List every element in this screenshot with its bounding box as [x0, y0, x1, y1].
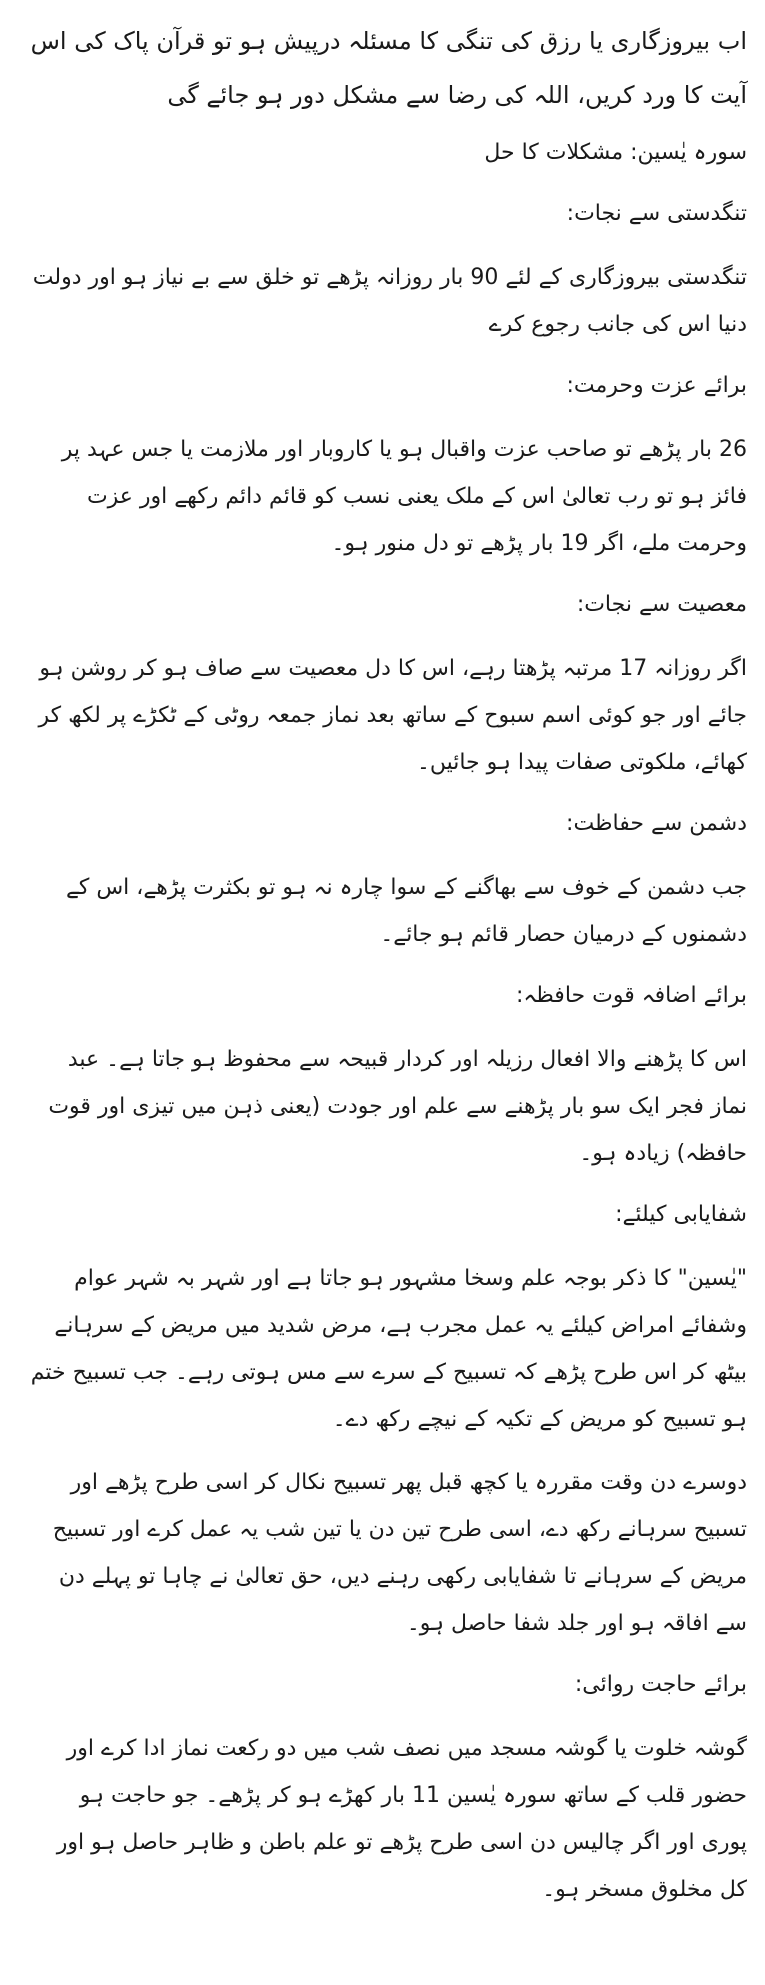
section-body-needs: گوشہ خلوت یا گوشہ مسجد میں نصف شب میں دو رکعت نماز ادا کرے اور حضور قلب کے ساتھ سورہ یٰسین 11 بار کھڑے ہو کر پڑھے۔ جو حاجت ہو پوری اور اگر چالیس دن اسی طرح پڑھے تو علم باطن و ظاہر حاصل ہو اور کل مخلوق مسخر ہو۔	[56, 1736, 747, 1902]
section-heading-sin: معصیت سے نجات:	[576, 592, 747, 617]
article-title: سورہ یٰسین: مشکلات کا حل	[484, 140, 747, 165]
section-body-honor: 26 بار پڑھے تو صاحب عزت واقبال ہو یا کاروبار اور ملازمت یا جس عہد پر فائز ہو تو رب تعالیٰ اس کے ملک یعنی نسب کو قائم دائم رکھے اور عزت وحرمت ملے، اگر 19 بار پڑھے تو دل منور ہو۔	[61, 437, 747, 556]
section-heading-honor: برائے عزت وحرمت:	[566, 373, 747, 398]
section-heading-enemy: دشمن سے حفاظت:	[566, 811, 747, 836]
section-body-healing-2: دوسرے دن وقت مقررہ یا کچھ قبل پھر تسبیح نکال کر اسی طرح پڑھے اور تسبیح سرہانے رکھ دے، اسی طرح تین دن یا تین شب یہ عمل کرے اور تسبیح مریض کے سرہانے تا شفایابی رکھی رہنے دیں، حق تعالیٰ نے چاہا تو پہلے دن سے افاقہ ہو اور جلد شفا حاصل ہو۔	[52, 1470, 747, 1636]
section-body-enemy: جب دشمن کے خوف سے بھاگنے کے سوا چارہ نہ ہو تو بکثرت پڑھے، اس کے دشمنوں کے درمیان حصار قائم ہو جائے۔	[65, 875, 747, 947]
article-intro: اب بیروزگاری یا رزق کی تنگی کا مسئلہ درپیش ہو تو قرآن پاک کی اس آیت کا ورد کریں، اللہ کی رضا سے مشکل دور ہو جائے گی	[30, 27, 747, 109]
section-heading-poverty: تنگدستی سے نجات:	[566, 201, 747, 226]
section-body-healing-1: "یٰسین" کا ذکر بوجہ علم وسخا مشہور ہو جاتا ہے اور شہر بہ شہر عوام وشفائے امراض کیلئے یہ عمل مجرب ہے، مرض شدید میں مریض کے سرہانے بیٹھ کر اس طرح پڑھے کہ تسبیح کے سرے سے مس ہوتی رہے۔ جب تسبیح ختم ہو تسبیح کو مریض کے تکیہ کے نیچے رکھ دے۔	[30, 1266, 747, 1432]
section-body-sin: اگر روزانہ 17 مرتبہ پڑھتا رہے، اس کا دل معصیت سے صاف ہو کر روشن ہو جائے اور جو کوئی اسم سبوح کے ساتھ بعد نماز جمعہ روٹی کے ٹکڑے پر لکھ کر کھائے، ملکوتی صفات پیدا ہو جائیں۔	[38, 656, 747, 775]
section-body-poverty: تنگدستی بیروزگاری کے لئے 90 بار روزانہ پڑھے تو خلق سے بے نیاز ہو اور دولت دنیا اس کی جانب رجوع کرے	[32, 265, 747, 337]
section-heading-healing: شفایابی کیلئے:	[615, 1202, 747, 1227]
section-heading-needs: برائے حاجت روائی:	[574, 1672, 747, 1697]
section-heading-memory: برائے اضافہ قوت حافظہ:	[515, 983, 747, 1008]
section-body-memory: اس کا پڑھنے والا افعال رزیلہ اور کردار قبیحہ سے محفوظ ہو جاتا ہے۔ عبد نماز فجر ایک سو بار پڑھنے سے علم اور جودت (یعنی ذہن میں تیزی اور قوت حافظہ) زیادہ ہو۔	[48, 1047, 747, 1166]
